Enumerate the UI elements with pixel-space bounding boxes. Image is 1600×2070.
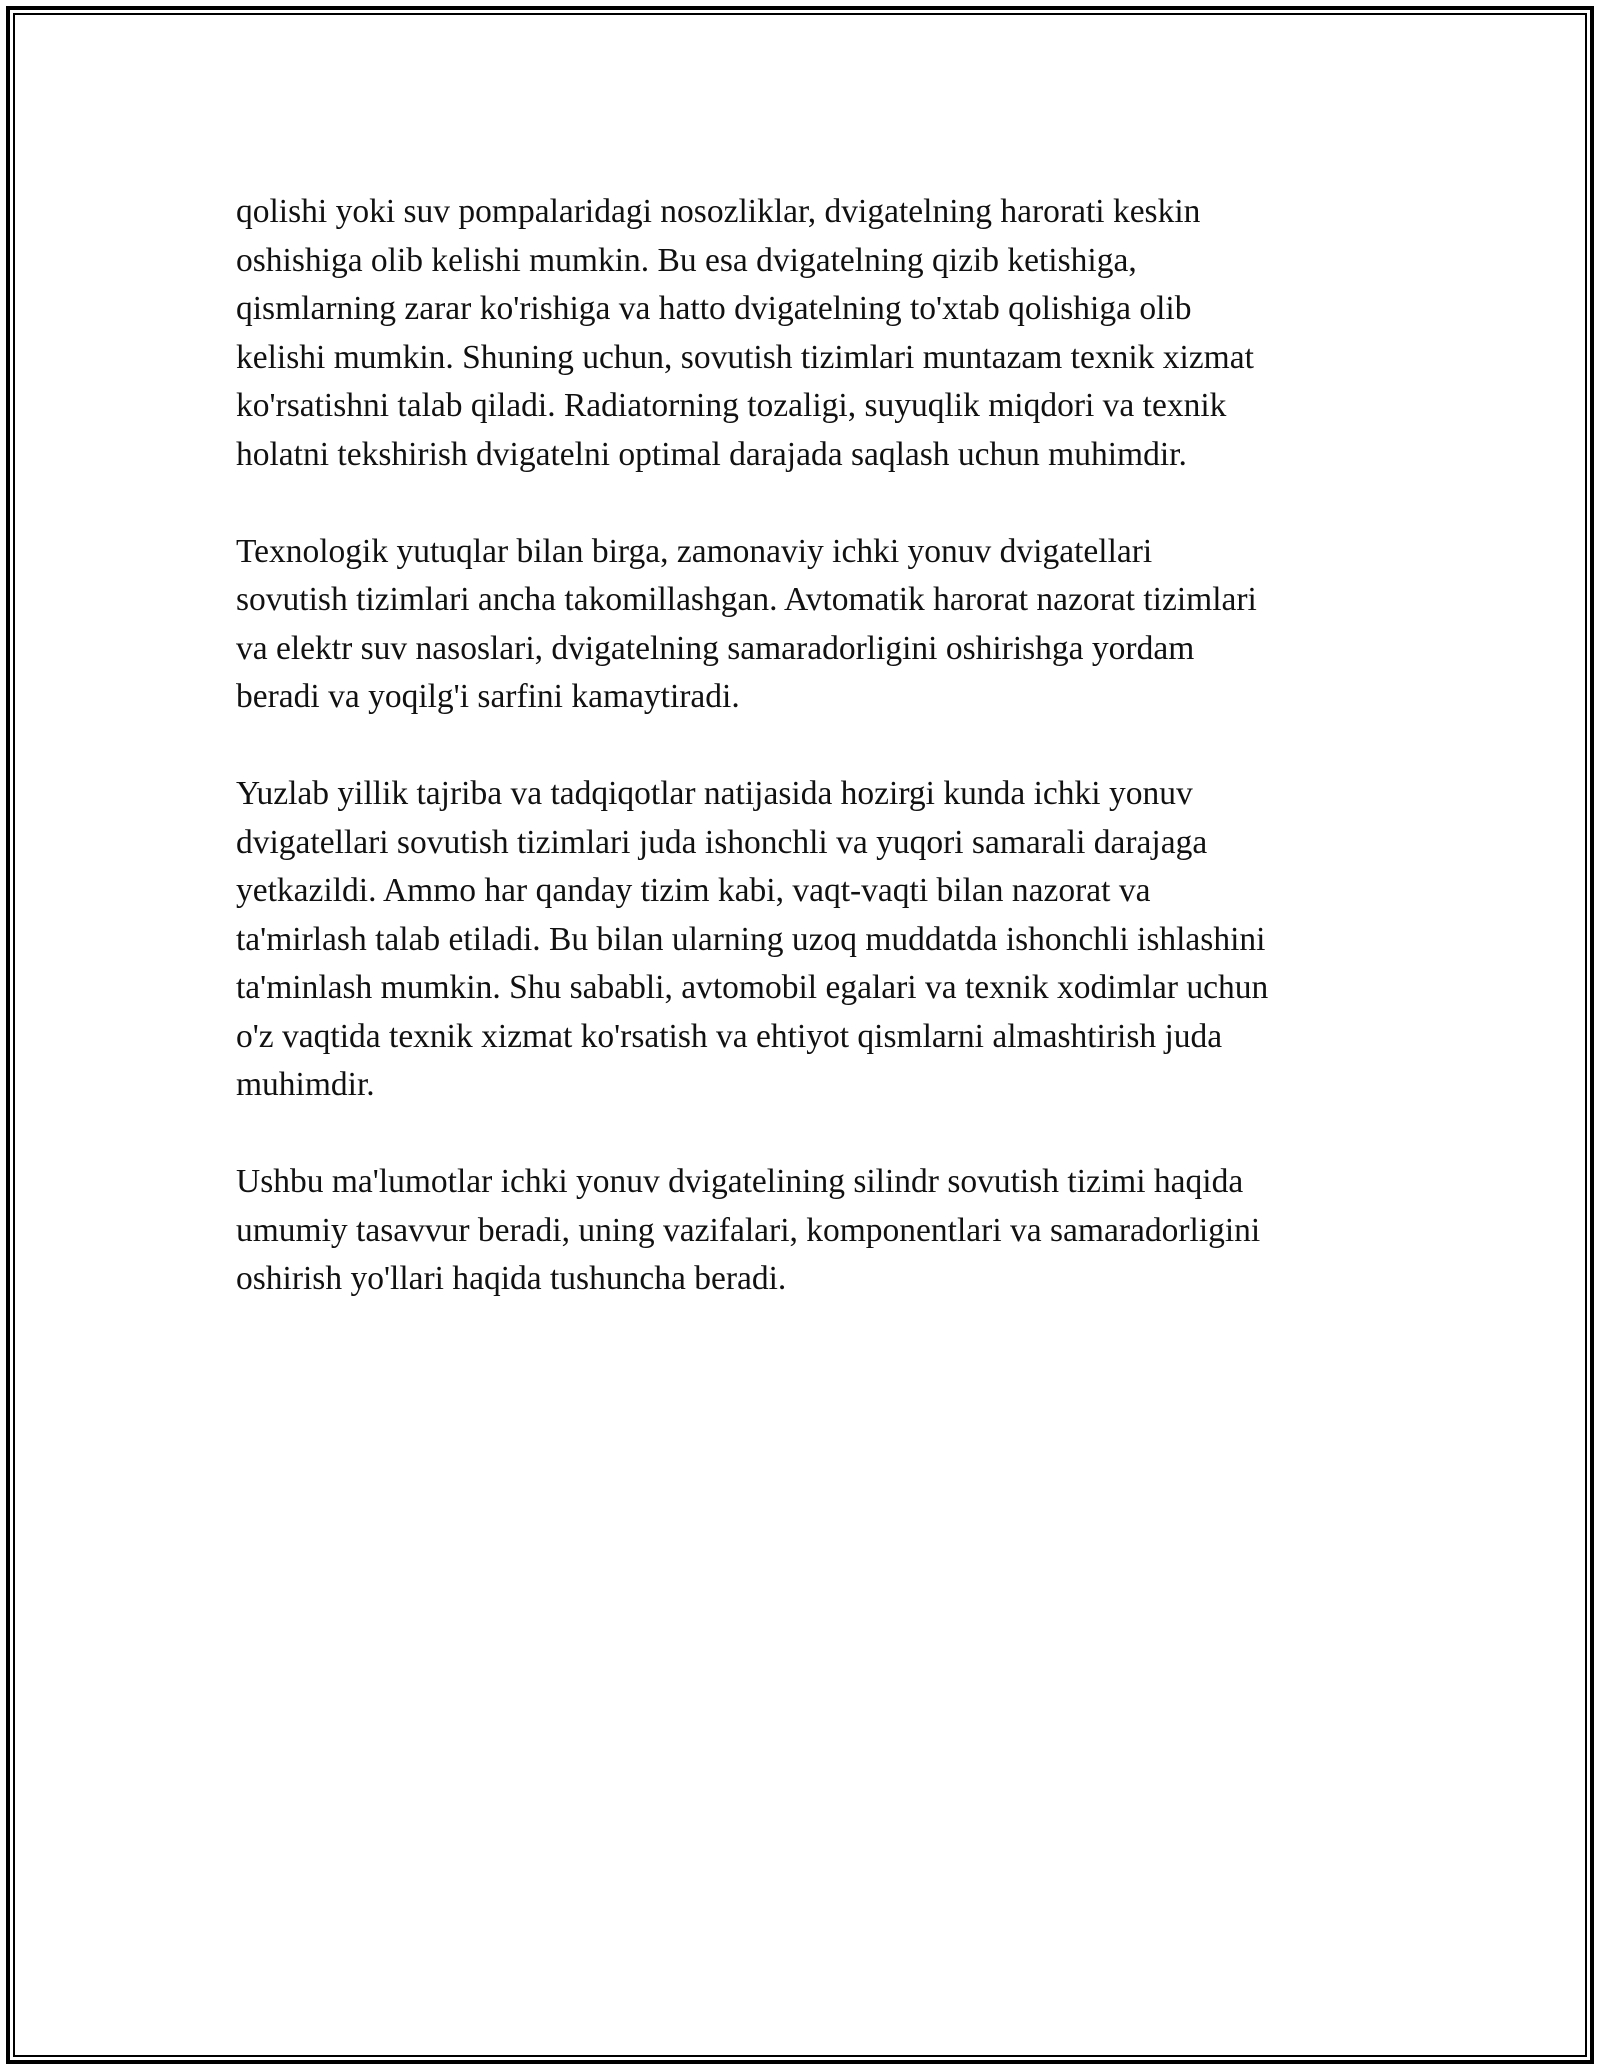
text-line: beradi va yoqilg'i sarfini kamaytiradi. <box>236 678 740 715</box>
text-line: o'z vaqtida texnik xizmat ko'rsatish va ehtiyot qismlarni almashtirish juda <box>236 1017 1223 1055</box>
text-line: oshirish yo'llari haqida tushuncha beradi. <box>236 1260 787 1297</box>
text-line: va elektr suv nasoslari, dvigatelning samaradorligini oshirishga yordam <box>236 629 1195 667</box>
text-line: umumiy tasavvur beradi, uning vazifalari, komponentlari va samaradorligini <box>236 1211 1261 1249</box>
text-line: dvigatellari sovutish tizimlari juda ishonchli va yuqori samarali darajaga <box>236 823 1208 861</box>
document-body <box>236 188 1386 1352</box>
text-line: kelishi mumkin. Shuning uchun, sovutish tizimlari muntazam texnik xizmat <box>236 338 1254 376</box>
text-line: ta'minlash mumkin. Shu sababli, avtomobil egalari va texnik xodimlar uchun <box>236 969 1269 1006</box>
text-line: holatni tekshirish dvigatelni optimal darajada saqlash uchun muhimdir. <box>236 435 1187 473</box>
text-line: yetkazildi. Ammo har qanday tizim kabi, vaqt-vaqti bilan nazorat va <box>236 872 1151 909</box>
text-line: qismlarning zarar ko'rishiga va hatto dvigatelning to'xtab qolishiga olib <box>236 290 1192 327</box>
text-line: oshishiga olib kelishi mumkin. Bu esa dvigatelning qizib ketishiga, <box>236 241 1137 279</box>
text-line: muhimdir. <box>236 1066 375 1103</box>
text-line: ko'rsatishni talab qiladi. Radiatorning tozaligi, suyuqlik miqdori va texnik <box>236 387 1227 424</box>
paragraph-1 <box>236 188 1386 479</box>
paragraph-4 <box>236 1158 1386 1304</box>
text-line: qolishi yoki suv pompalaridagi nosozliklar, dvigatelning harorati keskin <box>236 193 1201 230</box>
paragraph-2 <box>236 528 1386 722</box>
text-line: ta'mirlash talab etiladi. Bu bilan ularning uzoq muddatda ishonchli ishlashini <box>236 920 1266 958</box>
text-line: sovutish tizimlari ancha takomillashgan. Avtomatik harorat nazorat tizimlari <box>236 581 1257 618</box>
text-line: Texnologik yutuqlar bilan birga, zamonaviy ichki yonuv dvigatellari <box>236 532 1153 570</box>
paragraph-3 <box>236 770 1386 1110</box>
text-line: Ushbu ma'lumotlar ichki yonuv dvigatelining silindr sovutish tizimi haqida <box>236 1163 1244 1200</box>
text-line: Yuzlab yillik tajriba va tadqiqotlar natijasida hozirgi kunda ichki yonuv <box>236 775 1193 812</box>
